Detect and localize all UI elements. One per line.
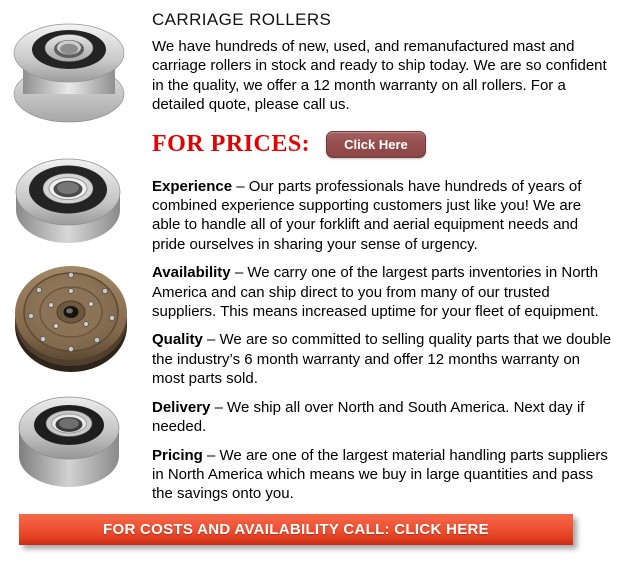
- feature-delivery-text: – We ship all over North and South America. Next day if needed.: [152, 398, 585, 436]
- feature-pricing-text: – We are one of the largest material handling parts suppliers in North America which means we buy in large quantities and pass the savings onto you.: [152, 446, 608, 503]
- for-prices-label: FOR PRICES:: [152, 131, 311, 158]
- flanged-roller-image: [8, 4, 130, 132]
- click-here-button[interactable]: Click Here: [326, 131, 426, 158]
- feature-delivery-label: Delivery: [152, 398, 211, 416]
- bearing-image: [12, 146, 124, 258]
- mast-roller-bearing-photo: [12, 146, 124, 263]
- feature-availability: [152, 263, 612, 321]
- feature-experience-label: Experience: [152, 177, 233, 195]
- main-content: [152, 10, 612, 513]
- prices-row: [152, 130, 612, 160]
- feature-quality-text: – We are so committed to selling quality parts that we double the industry’s 6 month warranty and offer 12 months warranty on most parts sold.: [152, 331, 612, 388]
- feature-experience-text: – Our parts professionals have hundreds of years of combined experience supporting customers just like you! We are able to handle all of your forklift and aerial equipment needs and pride ourselves in sharing your sense of urgency.: [152, 177, 582, 253]
- feature-experience: [152, 177, 612, 255]
- intro-text: We have hundreds of new, used, and remanufactured mast and carriage rollers in stock and ready to ship today. We are so confident in the quality, we offer a 12 month warranty on all rollers. For a detailed quote, please call us.: [152, 38, 607, 114]
- feature-availability-label: Availability: [152, 264, 231, 282]
- feature-quality: [152, 330, 612, 388]
- bronze-sheave-pulley-photo: [10, 258, 130, 385]
- feature-pricing: [152, 446, 612, 504]
- flanged-carriage-roller-photo: [8, 4, 130, 137]
- costs-availability-banner[interactable]: [19, 514, 573, 545]
- pulley-image: [10, 258, 130, 380]
- feature-delivery: [152, 398, 612, 437]
- banner-text: FOR COSTS AND AVAILABILITY CALL: CLICK HERE: [103, 521, 489, 538]
- feature-quality-label: Quality: [152, 331, 203, 349]
- feature-availability-text: – We carry one of the largest parts inventories in North America and can ship direct to you from many of our trusted suppliers. This means increased uptime for your fleet of equipment.: [152, 264, 599, 321]
- carriage-roller-bearing-photo: [14, 382, 124, 507]
- features-list: [152, 177, 612, 504]
- roller-bearing-image: [14, 382, 124, 502]
- page-title: CARRIAGE ROLLERS: [152, 10, 332, 29]
- feature-pricing-label: Pricing: [152, 446, 203, 464]
